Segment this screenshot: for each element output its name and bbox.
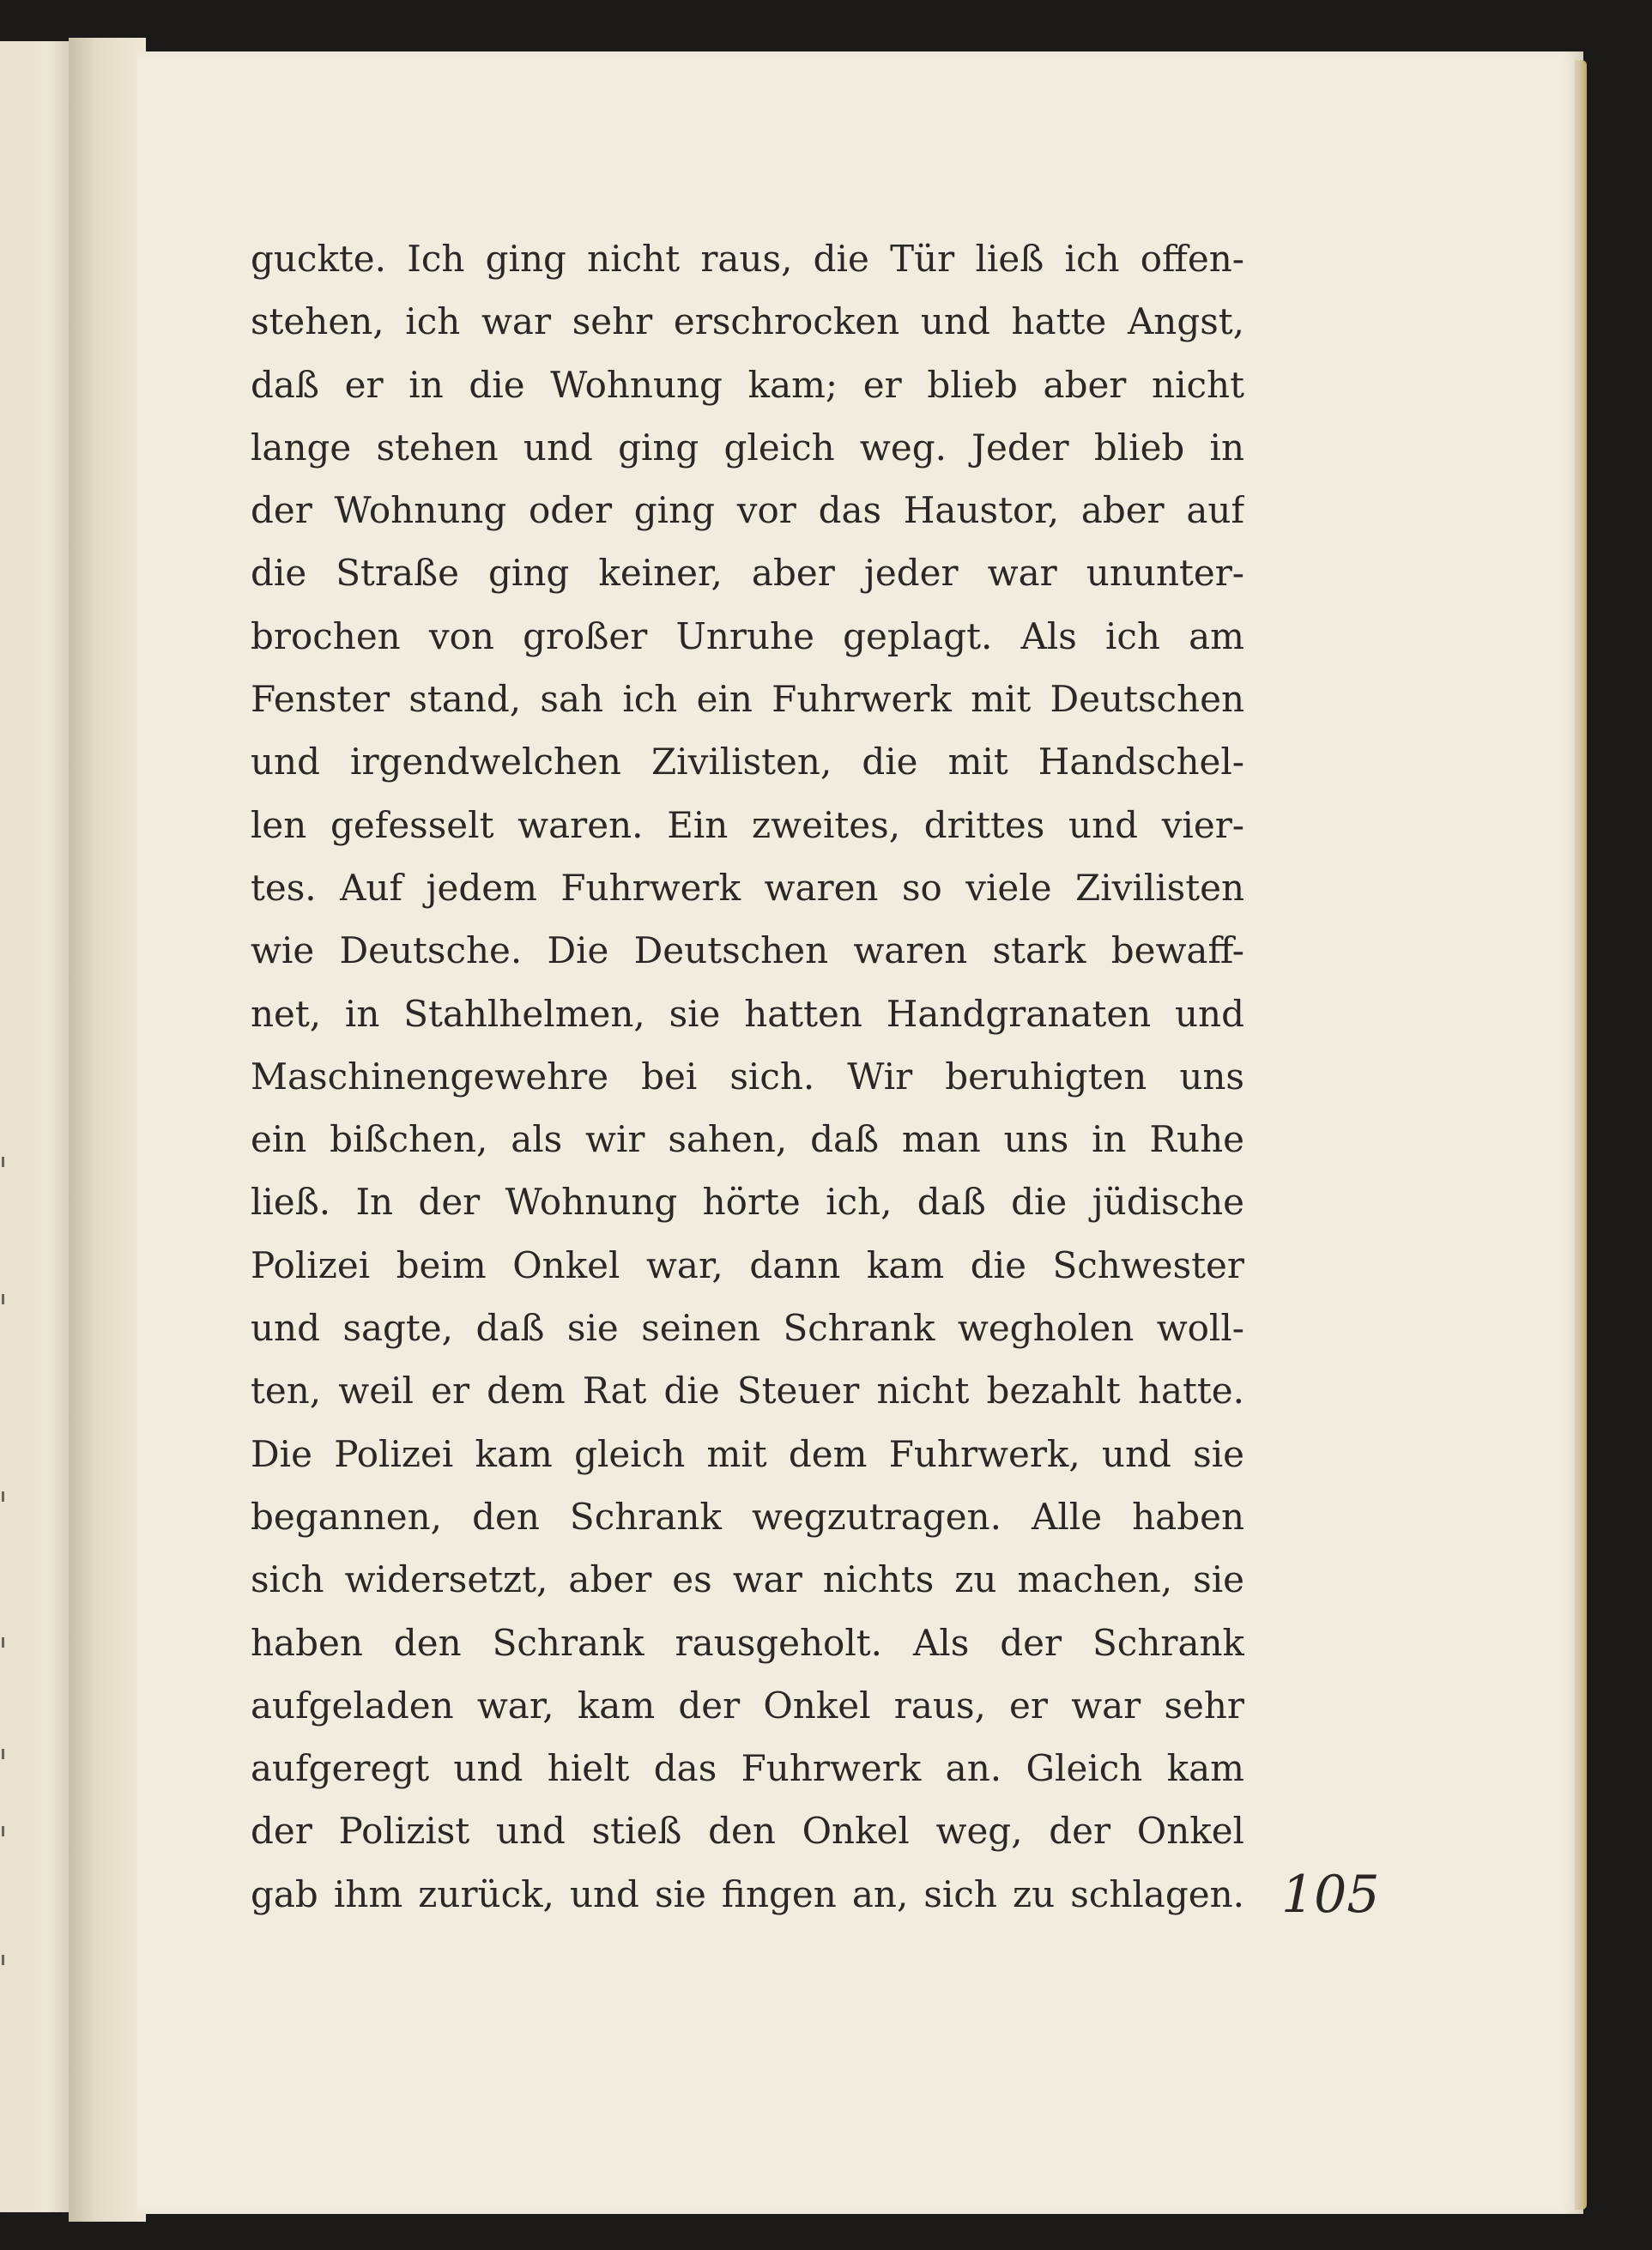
margin-mark	[2, 1955, 4, 1965]
text-line: wie Deutsche. Die Deutschen waren stark bewaff-	[251, 929, 1244, 972]
text-line: len gefesselt waren. Ein zweites, drittes und vier-	[251, 803, 1244, 846]
page-number: 105	[1281, 1865, 1380, 1925]
text-line: aufgeladen war, kam der Onkel raus, er war sehr	[251, 1684, 1244, 1727]
text-line: und sagte, daß sie seinen Schrank wegholen woll-	[251, 1307, 1244, 1350]
text-line: ein bißchen, als wir sahen, daß man uns in Ruhe	[251, 1118, 1244, 1161]
text-line: daß er in die Wohnung kam; er blieb aber nicht	[251, 363, 1244, 406]
text-line: gab ihm zurück, und sie fingen an, sich zu schlagen.	[251, 1872, 1244, 1915]
text-line: guckte. Ich ging nicht raus, die Tür ließ ich offen-	[251, 238, 1244, 280]
text-line: lange stehen und ging gleich weg. Jeder blieb in	[251, 426, 1244, 469]
text-line: begannen, den Schrank wegzutragen. Alle haben	[251, 1495, 1244, 1538]
text-line: der Wohnung oder ging vor das Haustor, aber auf	[251, 489, 1244, 532]
text-line: ließ. In der Wohnung hörte ich, daß die jüdische	[251, 1181, 1244, 1224]
text-line: aufgeregt und hielt das Fuhrwerk an. Gleich kam	[251, 1747, 1244, 1790]
margin-mark	[2, 1637, 4, 1648]
margin-mark	[2, 1157, 4, 1167]
text-line: Die Polizei kam gleich mit dem Fuhrwerk, und sie	[251, 1432, 1244, 1475]
margin-mark	[2, 1294, 4, 1304]
text-line: Polizei beim Onkel war, dann kam die Schwester	[251, 1243, 1244, 1286]
body-text	[251, 227, 1244, 1926]
text-line: sich widersetzt, aber es war nichts zu machen, sie	[251, 1558, 1244, 1601]
text-line: net, in Stahlhelmen, sie hatten Handgranaten und	[251, 992, 1244, 1035]
margin-mark	[2, 1749, 4, 1759]
margin-mark	[2, 1491, 4, 1502]
text-line: der Polizist und stieß den Onkel weg, der Onkel	[251, 1810, 1244, 1853]
text-line: haben den Schrank rausgeholt. Als der Schrank	[251, 1621, 1244, 1664]
text-line: die Straße ging keiner, aber jeder war ununter-	[251, 552, 1244, 595]
margin-mark	[2, 1826, 4, 1836]
text-line: brochen von großer Unruhe geplagt. Als ich am	[251, 614, 1244, 657]
text-line: ten, weil er dem Rat die Steuer nicht bezahlt hatte.	[251, 1370, 1244, 1412]
text-line: stehen, ich war sehr erschrocken und hatte Angst,	[251, 300, 1244, 343]
previous-page-edge	[0, 41, 69, 2212]
text-line: und irgendwelchen Zivilisten, die mit Handschel-	[251, 741, 1244, 783]
text-line: Fenster stand, sah ich ein Fuhrwerk mit Deutschen	[251, 678, 1244, 721]
text-line: Maschinengewehre bei sich. Wir beruhigten uns	[251, 1055, 1244, 1098]
page-edge	[1575, 60, 1587, 2210]
text-line: tes. Auf jedem Fuhrwerk waren so viele Zivilisten	[251, 866, 1244, 909]
book-gutter	[69, 38, 146, 2222]
